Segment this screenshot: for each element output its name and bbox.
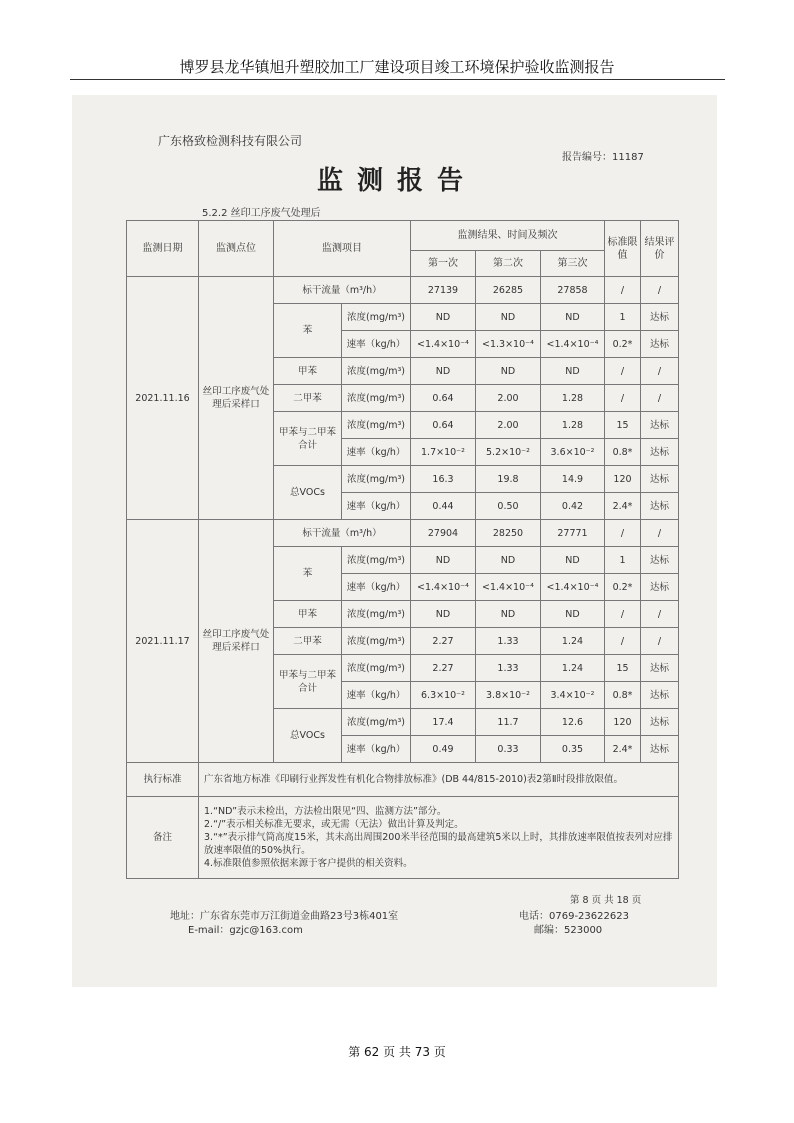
monitoring-point: 丝印工序废气处理后采样口 bbox=[199, 277, 274, 520]
pollutant-name: 甲苯与二甲苯合计 bbox=[274, 655, 342, 709]
value-v2: ND bbox=[476, 358, 541, 385]
value-eval: / bbox=[641, 385, 679, 412]
header-eval: 结果评价 bbox=[641, 221, 679, 277]
header-limit: 标准限值 bbox=[605, 221, 641, 277]
note-item: 4.标准限值参照依据来源于客户提供的相关资料。 bbox=[204, 858, 413, 869]
value-v3: 1.24 bbox=[541, 655, 605, 682]
value-limit: 1 bbox=[605, 304, 641, 331]
value-v3: <1.4×10⁻⁴ bbox=[541, 574, 605, 601]
value-v1: <1.4×10⁻⁴ bbox=[411, 331, 476, 358]
value-limit: 0.8* bbox=[605, 439, 641, 466]
section-title: 5.2.2 丝印工序废气处理后 bbox=[202, 208, 321, 219]
value-v1: ND bbox=[411, 358, 476, 385]
value-eval: 达标 bbox=[641, 412, 679, 439]
value-v3: ND bbox=[541, 304, 605, 331]
flow-v1: 27904 bbox=[411, 520, 476, 547]
value-limit: / bbox=[605, 601, 641, 628]
value-v1: ND bbox=[411, 601, 476, 628]
parameter-name: 速率（kg/h） bbox=[342, 331, 411, 358]
table-row bbox=[127, 520, 679, 547]
value-eval: / bbox=[641, 601, 679, 628]
value-eval: 达标 bbox=[641, 547, 679, 574]
value-v1: ND bbox=[411, 547, 476, 574]
value-v2: 2.00 bbox=[476, 412, 541, 439]
value-v1: 16.3 bbox=[411, 466, 476, 493]
value-v1: 0.49 bbox=[411, 736, 476, 763]
value-v3: 1.28 bbox=[541, 385, 605, 412]
value-v3: 3.4×10⁻² bbox=[541, 682, 605, 709]
value-v2: 1.33 bbox=[476, 628, 541, 655]
note-item: 2.“/”表示相关标准无要求，或无需（无法）做出计算及判定。 bbox=[204, 819, 464, 830]
value-v1: 0.44 bbox=[411, 493, 476, 520]
value-v3: 0.35 bbox=[541, 736, 605, 763]
value-v2: 2.00 bbox=[476, 385, 541, 412]
pollutant-name: 总VOCs bbox=[274, 466, 342, 520]
value-limit: / bbox=[605, 358, 641, 385]
report-number: 报告编号：11187 bbox=[562, 152, 644, 163]
value-limit: 0.2* bbox=[605, 331, 641, 358]
flow-eval: / bbox=[641, 520, 679, 547]
parameter-name: 速率（kg/h） bbox=[342, 682, 411, 709]
flow-v3: 27771 bbox=[541, 520, 605, 547]
pollutant-name: 总VOCs bbox=[274, 709, 342, 763]
pollutant-name: 苯 bbox=[274, 304, 342, 358]
parameter-name: 浓度(mg/m³) bbox=[342, 601, 411, 628]
value-v3: ND bbox=[541, 601, 605, 628]
monitoring-date: 2021.11.16 bbox=[127, 277, 199, 520]
value-eval: 达标 bbox=[641, 709, 679, 736]
company-email: E-mail：gzjc@163.com bbox=[188, 925, 303, 936]
value-v1: 0.64 bbox=[411, 385, 476, 412]
value-v2: 19.8 bbox=[476, 466, 541, 493]
value-v3: 1.28 bbox=[541, 412, 605, 439]
value-limit: 15 bbox=[605, 655, 641, 682]
notes-cell bbox=[199, 797, 679, 879]
header-second: 第二次 bbox=[476, 251, 541, 277]
flow-limit: / bbox=[605, 520, 641, 547]
value-v1: 6.3×10⁻² bbox=[411, 682, 476, 709]
value-v1: <1.4×10⁻⁴ bbox=[411, 574, 476, 601]
value-limit: 2.4* bbox=[605, 493, 641, 520]
value-limit: / bbox=[605, 628, 641, 655]
value-limit: 1 bbox=[605, 547, 641, 574]
value-v3: 0.42 bbox=[541, 493, 605, 520]
value-eval: 达标 bbox=[641, 466, 679, 493]
value-limit: 0.8* bbox=[605, 682, 641, 709]
value-v1: 2.27 bbox=[411, 628, 476, 655]
flow-label: 标干流量（m³/h） bbox=[274, 277, 411, 304]
value-v2: ND bbox=[476, 547, 541, 574]
parameter-name: 浓度(mg/m³) bbox=[342, 628, 411, 655]
pollutant-name: 甲苯与二甲苯合计 bbox=[274, 412, 342, 466]
flow-v1: 27139 bbox=[411, 277, 476, 304]
parameter-name: 浓度(mg/m³) bbox=[342, 385, 411, 412]
value-v3: ND bbox=[541, 358, 605, 385]
header-point: 监测点位 bbox=[199, 221, 274, 277]
value-eval: 达标 bbox=[641, 304, 679, 331]
standard-text: 广东省地方标准《印刷行业挥发性有机化合物排放标准》(DB 44/815-2010)表2第Ⅱ时段排放限值。 bbox=[199, 763, 679, 797]
table-row bbox=[127, 277, 679, 304]
value-v1: 0.64 bbox=[411, 412, 476, 439]
flow-v2: 28250 bbox=[476, 520, 541, 547]
table-row bbox=[127, 797, 679, 879]
value-v2: 11.7 bbox=[476, 709, 541, 736]
header-item: 监测项目 bbox=[274, 221, 411, 277]
value-eval: 达标 bbox=[641, 736, 679, 763]
pollutant-name: 甲苯 bbox=[274, 358, 342, 385]
flow-limit: / bbox=[605, 277, 641, 304]
value-v3: 3.6×10⁻² bbox=[541, 439, 605, 466]
value-v1: 17.4 bbox=[411, 709, 476, 736]
company-phone: 电话：0769-23622623 bbox=[519, 911, 629, 922]
header-date: 监测日期 bbox=[127, 221, 199, 277]
table-row bbox=[127, 763, 679, 797]
header-divider bbox=[70, 79, 725, 80]
parameter-name: 速率（kg/h） bbox=[342, 736, 411, 763]
inner-page-number: 第 8 页 共 18 页 bbox=[570, 895, 642, 906]
monitoring-point: 丝印工序废气处理后采样口 bbox=[199, 520, 274, 763]
parameter-name: 速率（kg/h） bbox=[342, 439, 411, 466]
parameter-name: 浓度(mg/m³) bbox=[342, 412, 411, 439]
parameter-name: 浓度(mg/m³) bbox=[342, 358, 411, 385]
value-v3: ND bbox=[541, 547, 605, 574]
value-v2: ND bbox=[476, 601, 541, 628]
company-name: 广东格致检测科技有限公司 bbox=[158, 134, 303, 148]
monitoring-date: 2021.11.17 bbox=[127, 520, 199, 763]
value-v3: 1.24 bbox=[541, 628, 605, 655]
note-item: 1.“ND”表示未检出，方法检出限见“四、监测方法”部分。 bbox=[204, 806, 447, 817]
parameter-name: 浓度(mg/m³) bbox=[342, 547, 411, 574]
value-v3: 12.6 bbox=[541, 709, 605, 736]
note-item: 3.“*”表示排气筒高度15米，其未高出周围200米半径范围的最高建筑5米以上时，其排放速率限值按表列对应排放速率限值的50%执行。 bbox=[204, 832, 673, 856]
pollutant-name: 二甲苯 bbox=[274, 628, 342, 655]
value-v2: 0.33 bbox=[476, 736, 541, 763]
value-v3: <1.4×10⁻⁴ bbox=[541, 331, 605, 358]
flow-label: 标干流量（m³/h） bbox=[274, 520, 411, 547]
value-eval: 达标 bbox=[641, 439, 679, 466]
value-v1: 2.27 bbox=[411, 655, 476, 682]
parameter-name: 浓度(mg/m³) bbox=[342, 709, 411, 736]
value-v2: <1.3×10⁻⁴ bbox=[476, 331, 541, 358]
value-limit: / bbox=[605, 385, 641, 412]
value-eval: 达标 bbox=[641, 331, 679, 358]
company-address: 地址：广东省东莞市万江街道金曲路23号3栋401室 bbox=[170, 911, 399, 922]
document-header-title: 博罗县龙华镇旭升塑胶加工厂建设项目竣工环境保护验收监测报告 bbox=[179, 58, 615, 76]
value-v2: ND bbox=[476, 304, 541, 331]
value-v2: 0.50 bbox=[476, 493, 541, 520]
pollutant-name: 二甲苯 bbox=[274, 385, 342, 412]
pollutant-name: 苯 bbox=[274, 547, 342, 601]
value-limit: 15 bbox=[605, 412, 641, 439]
value-eval: 达标 bbox=[641, 493, 679, 520]
value-v2: 3.8×10⁻² bbox=[476, 682, 541, 709]
value-limit: 0.2* bbox=[605, 574, 641, 601]
notes-label: 备注 bbox=[127, 797, 199, 879]
parameter-name: 浓度(mg/m³) bbox=[342, 655, 411, 682]
value-eval: 达标 bbox=[641, 655, 679, 682]
value-eval: 达标 bbox=[641, 574, 679, 601]
parameter-name: 速率（kg/h） bbox=[342, 493, 411, 520]
value-eval: 达标 bbox=[641, 682, 679, 709]
standard-label: 执行标准 bbox=[127, 763, 199, 797]
pollutant-name: 甲苯 bbox=[274, 601, 342, 628]
value-v2: 5.2×10⁻² bbox=[476, 439, 541, 466]
value-v2: <1.4×10⁻⁴ bbox=[476, 574, 541, 601]
value-v1: ND bbox=[411, 304, 476, 331]
header-third: 第三次 bbox=[541, 251, 605, 277]
flow-v3: 27858 bbox=[541, 277, 605, 304]
value-v2: 1.33 bbox=[476, 655, 541, 682]
page-footer: 第 62 页 共 73 页 bbox=[348, 1045, 446, 1059]
parameter-name: 浓度(mg/m³) bbox=[342, 304, 411, 331]
value-eval: / bbox=[641, 628, 679, 655]
flow-v2: 26285 bbox=[476, 277, 541, 304]
value-limit: 120 bbox=[605, 466, 641, 493]
value-v1: 1.7×10⁻² bbox=[411, 439, 476, 466]
header-result: 监测结果、时间及频次 bbox=[411, 221, 605, 251]
header-first: 第一次 bbox=[411, 251, 476, 277]
monitoring-table bbox=[126, 220, 679, 879]
value-limit: 2.4* bbox=[605, 736, 641, 763]
report-title: 监测报告 bbox=[316, 166, 477, 196]
flow-eval: / bbox=[641, 277, 679, 304]
parameter-name: 浓度(mg/m³) bbox=[342, 466, 411, 493]
parameter-name: 速率（kg/h） bbox=[342, 574, 411, 601]
value-v3: 14.9 bbox=[541, 466, 605, 493]
value-eval: / bbox=[641, 358, 679, 385]
value-limit: 120 bbox=[605, 709, 641, 736]
company-zip: 邮编：523000 bbox=[534, 925, 603, 936]
